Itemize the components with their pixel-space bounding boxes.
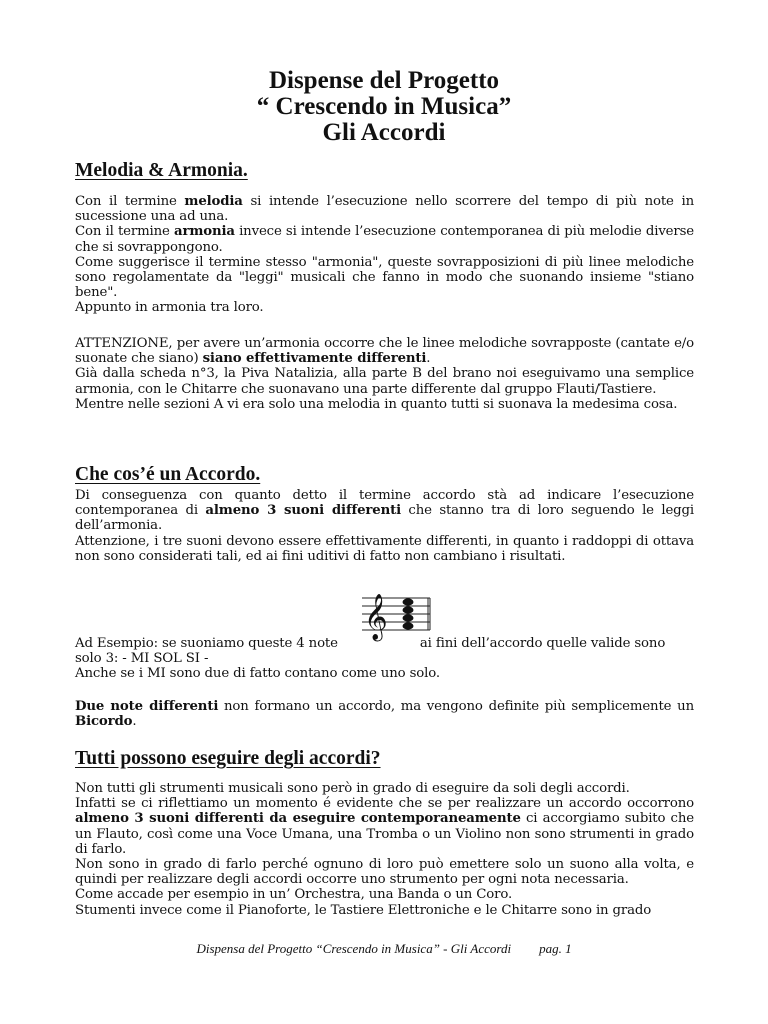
footer-text: Dispensa del Progetto “Crescendo in Musica” - Gli Accordi — [196, 941, 512, 956]
paragraph-bicordo: Due note differenti non formano un accordo, ma vengono definite più semplicemente un Bicordo. — [75, 699, 694, 730]
section-heading-melodia: Melodia & Armonia. — [75, 160, 248, 181]
paragraph-tutti: Non tutti gli strumenti musicali sono però in grado di eseguire da soli degli accordi. Infatti se ci riflettiamo un momento é evidente che se per realizzare un accordo occorrono almeno 3 suoni differenti da eseguire contemporaneamente ci accorgiamo subito che un Flauto, così come una Voce Umana, una Tromba o un Violino non sono strumenti in grado di farlo. Non sono in grado di farlo perché ognuno di loro può emettere solo un suono alla volta, e quindi per realizzare degli accordi occorre uno strumento per ogni nota necessaria. Come accade per esempio in un’ Orchestra, una Banda o un Coro. Stumenti invece come il Pianoforte, le Tastiere Elettroniche e le Chitarre sono in grado — [75, 781, 694, 918]
paragraph-melodia: Con il termine melodia si intende l’esecuzione nello scorrere del tempo di più note in sucessione una ad una. Con il termine armonia invece si intende l’esecuzione contemporanea di più melodie diverse che si sovrappongono. Come suggerisce il termine stesso "armonia", queste sovrapposizioni di più linee melodiche sono regolamentate da "leggi" musicali che fanno in modo che suonando insieme "stiano bene". Appunto in armonia tra loro. — [75, 194, 695, 316]
svg-text:𝄞: 𝄞 — [364, 594, 388, 640]
paragraph-attenzione: ATTENZIONE, per avere un’armonia occorre che le linee melodiche sovrapposte (cantate e/o suonate che siano) siano effettivamente differenti. Già dalla scheda n°3, la Piva Natalizia, alla parte B del brano noi eseguivamo una semplice armonia, con le Chitarre che suonavano una parte differente dal gruppo Flauti/Tastiere. Mentre nelle sezioni A vi era solo una melodia in quanto tutti si suonava la medesima cosa. — [75, 336, 694, 412]
page-footer — [0, 941, 768, 957]
treble-clef-chord-icon — [360, 584, 432, 642]
doc-title-line-3: Gli Accordi — [322, 119, 446, 146]
page-number: pag. 1 — [539, 941, 572, 956]
section-heading-tutti: Tutti possono eseguire degli accordi? — [75, 748, 381, 769]
section-heading-accordo: Che cos’é un Accordo. — [75, 464, 261, 485]
paragraph-esempio: Ad Esempio: se suoniamo queste 4 note ai fini dell’accordo quelle valide sono solo 3: - MI SOL SI - Anche se i MI sono due di fatto contano come uno solo. — [75, 636, 666, 682]
doc-title-line-2: “ Crescendo in Musica” — [256, 93, 512, 120]
paragraph-accordo: Di conseguenza con quanto detto il termine accordo stà ad indicare l’esecuzione contemporanea di almeno 3 suoni differenti che stanno tra di loro seguendo le leggi dell’armonia. Attenzione, i tre suoni devono essere effettivamente differenti, in quanto i raddoppi di ottava non sono considerati tali, ed ai fini uditivi di fatto non cambiano i risultati. — [75, 488, 694, 564]
doc-title-line-1: Dispense del Progetto — [268, 67, 500, 94]
